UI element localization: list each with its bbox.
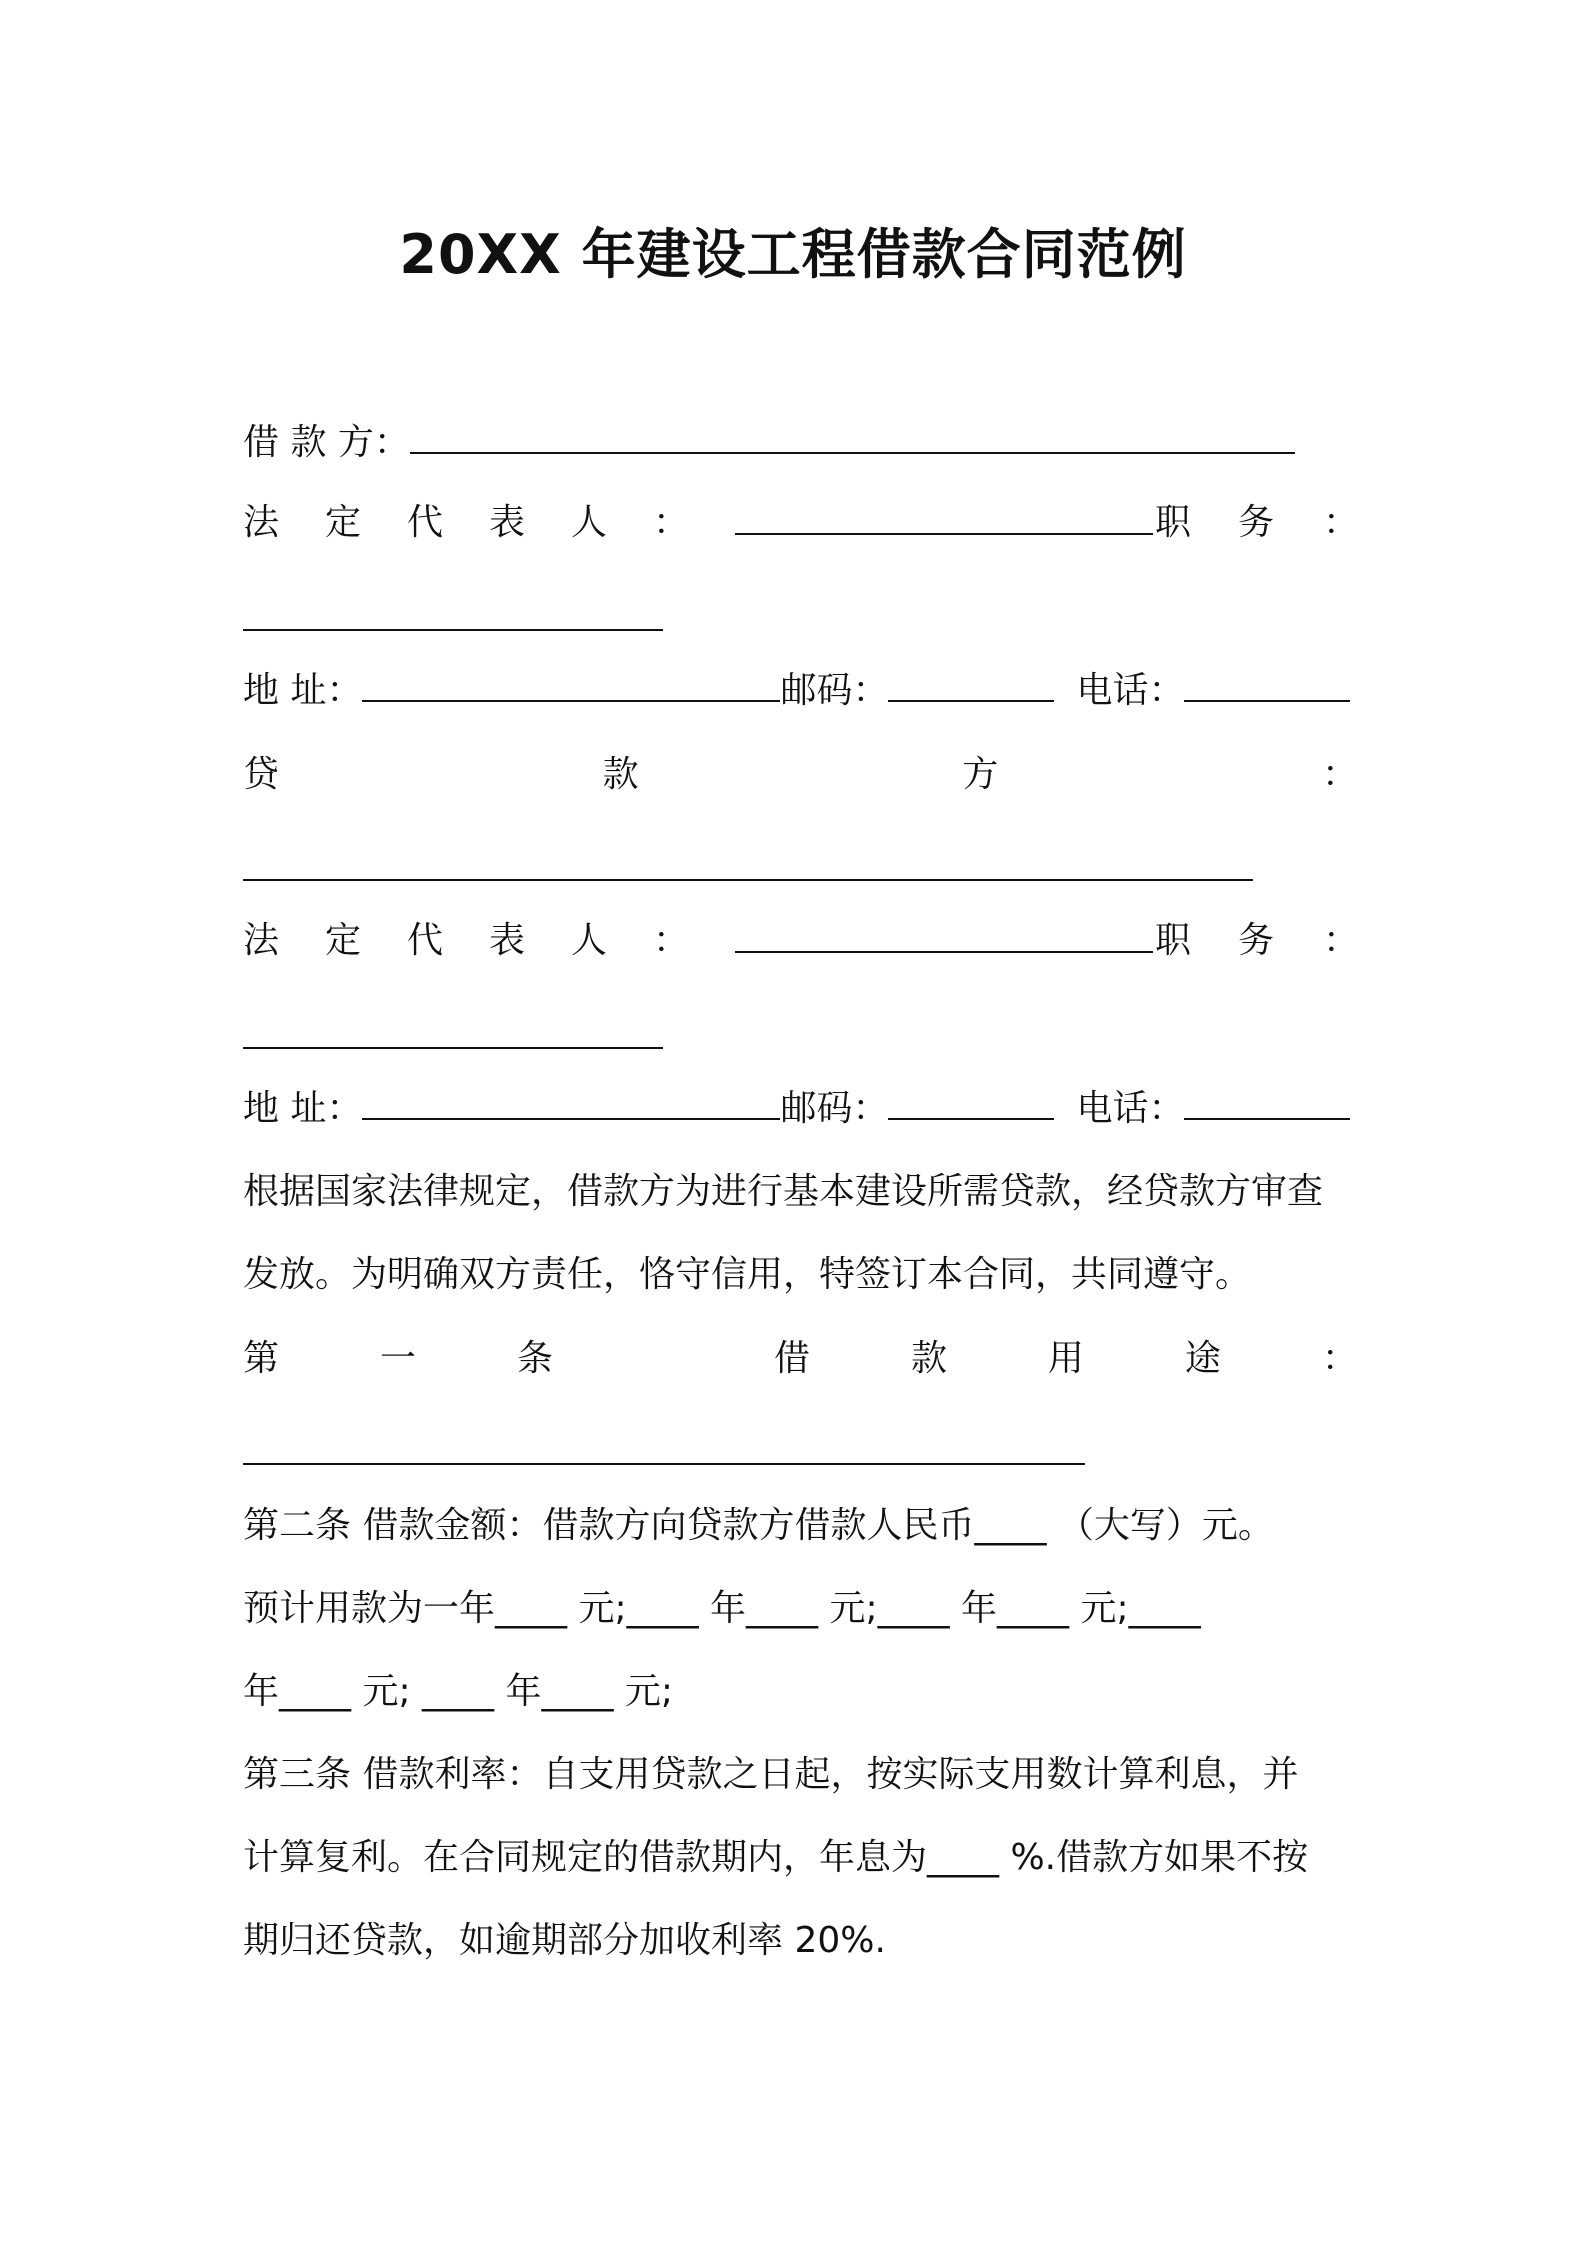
lender-char: ： xyxy=(1321,754,1358,795)
article1-char: 款 xyxy=(910,1338,947,1379)
lender-char: 贷 xyxy=(243,754,280,795)
article3-line: 期归还贷款，如逾期部分加收利率 20%. xyxy=(243,1920,886,1961)
position-char: 职 xyxy=(1155,502,1192,543)
article1-char: 用 xyxy=(1047,1338,1084,1379)
legal-rep2-char: 代 xyxy=(407,920,444,961)
position2-blank xyxy=(243,1045,663,1049)
article1-char: 途 xyxy=(1184,1338,1221,1379)
legal-rep-char: ： xyxy=(653,502,690,543)
article1-char: 一 xyxy=(379,1338,416,1379)
legal-rep-char: 表 xyxy=(489,502,526,543)
postcode2-label: 邮码： xyxy=(780,1088,889,1129)
borrower-label: 借 款 方： xyxy=(243,422,410,463)
article1-char: 第 xyxy=(243,1338,280,1379)
position2-char: 务 xyxy=(1238,920,1275,961)
address-line xyxy=(243,667,1358,715)
address-label: 地 址： xyxy=(243,670,363,711)
phone-label: 电话： xyxy=(1076,670,1185,711)
position-char: ： xyxy=(1323,502,1360,543)
article1-char: 借 xyxy=(773,1338,810,1379)
article2-line: 预计用款为一年____ 元;____ 年____ 元;____ 年____ 元;____ xyxy=(243,1588,1201,1629)
article3-line: 计算复利。在合同规定的借款期内，年息为____ %.借款方如果不按 xyxy=(243,1837,1309,1878)
postcode-label: 邮码： xyxy=(780,670,889,711)
legal-rep2-char: 人 xyxy=(571,920,608,961)
phone-blank xyxy=(1184,670,1350,702)
address2-line xyxy=(243,1085,1358,1133)
address2-blank xyxy=(362,1088,780,1120)
article2-line: 年____ 元; ____ 年____ 元; xyxy=(243,1671,674,1712)
lender-char: 方 xyxy=(962,754,999,795)
legal-rep2-char: 表 xyxy=(489,920,526,961)
intro-line: 根据国家法律规定，借款方为进行基本建设所需贷款，经贷款方审查 xyxy=(243,1171,1324,1212)
legal-rep2-blank xyxy=(735,921,1153,953)
lender-char: 款 xyxy=(602,754,639,795)
article2-line: 第二条 借款金额：借款方向贷款方借款人民币____ （大写）元。 xyxy=(243,1505,1274,1546)
address2-label: 地 址： xyxy=(243,1088,363,1129)
article1-char: 条 xyxy=(516,1338,553,1379)
article1-line xyxy=(243,1335,1358,1383)
postcode-blank xyxy=(888,670,1054,702)
legal-rep-char: 定 xyxy=(325,502,362,543)
legal-rep2-char: 定 xyxy=(325,920,362,961)
intro-line: 发放。为明确双方责任，恪守信用，特签订本合同，共同遵守。 xyxy=(243,1254,1252,1295)
position-blank xyxy=(243,627,663,631)
phone2-blank xyxy=(1184,1088,1350,1120)
position2-char: 职 xyxy=(1155,920,1192,961)
article1-blank xyxy=(243,1461,1085,1465)
legal-rep-char: 代 xyxy=(407,502,444,543)
postcode2-blank xyxy=(888,1088,1054,1120)
borrower-line xyxy=(243,419,1358,467)
legal-rep-blank xyxy=(735,503,1153,535)
phone2-label: 电话： xyxy=(1076,1088,1185,1129)
lender-blank xyxy=(243,877,1253,881)
legal-rep2-char: 法 xyxy=(243,920,280,961)
legal-rep-char: 人 xyxy=(571,502,608,543)
position2-char: ： xyxy=(1323,920,1360,961)
lender-line xyxy=(243,751,1358,799)
legal-rep2-char: ： xyxy=(653,920,690,961)
document-title: 20XX 年建设工程借款合同范例 xyxy=(399,223,1187,286)
position-char: 务 xyxy=(1238,502,1275,543)
legal-rep-char: 法 xyxy=(243,502,280,543)
article3-line: 第三条 借款利率：自支用贷款之日起，按实际支用数计算利息，并 xyxy=(243,1754,1299,1795)
article1-char: ： xyxy=(1321,1338,1358,1379)
borrower-blank xyxy=(410,422,1295,454)
address-blank xyxy=(362,670,780,702)
